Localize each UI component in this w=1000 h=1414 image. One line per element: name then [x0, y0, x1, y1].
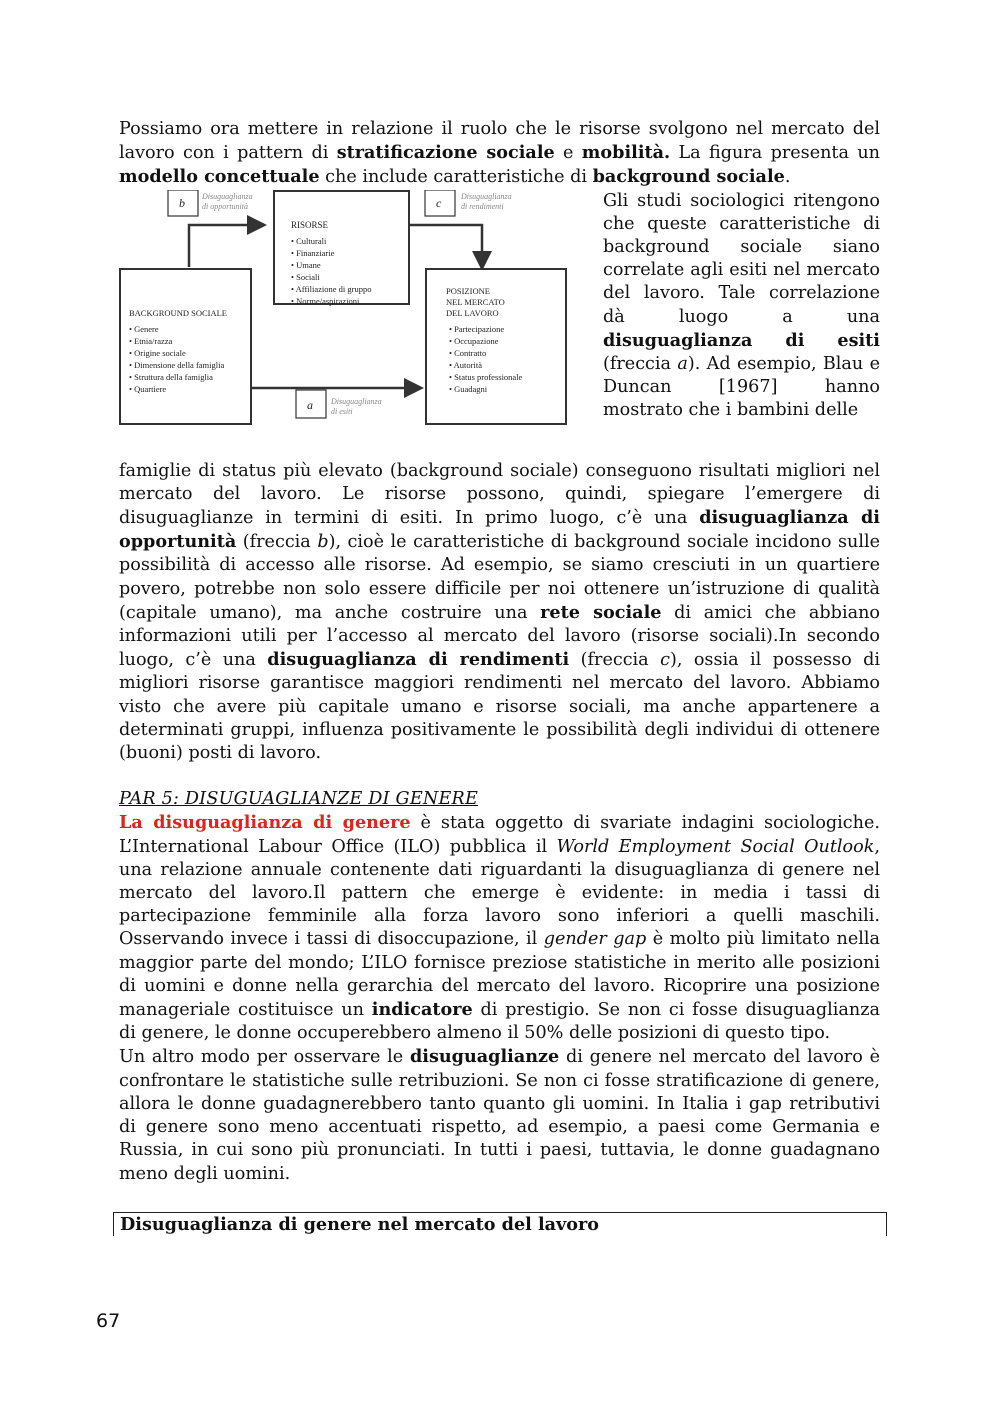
posizione-title: POSIZIONE — [446, 285, 490, 296]
risorse-item: • Culturali — [291, 235, 327, 246]
table-header: Disuguaglianza di genere nel mercato del lavoro — [113, 1212, 887, 1236]
posizione-item: • Guadagni — [449, 383, 488, 394]
arrow-c-caption: di rendimenti — [461, 201, 504, 211]
posizione-item: • Status professionale — [449, 371, 523, 382]
text: La figura presenta un — [670, 143, 880, 164]
italic-term: a — [677, 354, 688, 375]
text: e — [554, 143, 582, 164]
background-item: • Quartiere — [129, 383, 167, 394]
arrow-b-caption: Disuguaglianza — [202, 191, 253, 201]
text: . — [784, 167, 791, 188]
page-content — [119, 118, 880, 1186]
bold-term: disuguaglianza di esiti — [603, 329, 880, 351]
background-item: • Etnia/razza — [129, 335, 173, 346]
text: (freccia — [569, 650, 661, 671]
background-item: • Origine sociale — [129, 347, 186, 358]
bold-term: mobilità. — [581, 142, 671, 164]
text: , una relazione annuale contenente dati riguardanti la disuguaglianza di genere nel mercato del lavoro.Il pattern che emerge è evidente: in media i tassi di partecipazione femminile alla forza lavoro sono inferiori a quelli maschili. Osservando invece i tassi di disoccupazione, il — [119, 836, 880, 950]
posizione-item: • Contratto — [449, 347, 487, 358]
text: Gli studi sociologici ritengono che queste caratteristiche di background sociale siano correlate agli esiti nel mercato del lavoro. Tale correlazione dà luogo a una — [603, 190, 880, 327]
risorse-item: • Umane — [291, 259, 321, 270]
bold-term: disuguaglianza di opportunità — [119, 507, 880, 553]
posizione-title: DEL LAVORO — [446, 307, 499, 318]
body-paragraph — [119, 460, 880, 766]
bold-term: background sociale — [592, 166, 785, 188]
italic-term: c — [660, 650, 670, 671]
bold-term: stratificazione sociale — [336, 142, 555, 164]
arrow-a-label: a — [307, 397, 313, 412]
text: famiglie di status più elevato (background sociale) conseguono risultati migliori nel mercato del lavoro. Le risorse possono, quindi, spiegare l’emergere di disuguaglianze in termini di esiti. In primo luogo, c’è una — [119, 460, 880, 529]
risorse-item: • Sociali — [291, 271, 320, 282]
posizione-item: • Partecipazione — [449, 323, 505, 334]
text: (freccia — [236, 532, 318, 553]
italic-term: b — [317, 532, 329, 553]
text: ). Ad esempio, Blau e Duncan [1967] hanno mostrato che i bambini delle — [603, 354, 880, 421]
arrow-a-caption: Disuguaglianza — [331, 396, 382, 406]
posizione-item: • Autorità — [449, 359, 482, 370]
arrow-c-caption: Disuguaglianza — [461, 191, 512, 201]
intro-paragraph — [119, 118, 880, 190]
text: è molto più limitato nella maggior parte del mondo; L’ILO fornisce preziose statistiche in merito alle posizioni di uomini e donne nella gerarchia del mercato del lavoro. Ricoprire una posizione manageriale costituisce un — [119, 929, 881, 1021]
arrow-c-label: c — [436, 195, 442, 210]
risorse-item: • Norme/aspirazioni — [291, 295, 360, 306]
arrow-b-caption: di opportunità — [202, 201, 249, 211]
text: Un altro modo per osservare le — [119, 1047, 410, 1068]
risorse-title: RISORSE — [291, 219, 329, 230]
bold-term: disuguaglianza di rendimenti — [267, 649, 570, 671]
section-heading: PAR 5: DISUGUAGLIANZE DI GENERE — [119, 789, 478, 810]
risorse-item: • Affiliazione di gruppo — [291, 283, 372, 294]
bold-term: disuguaglianze — [409, 1046, 560, 1068]
figure-section — [119, 190, 880, 460]
arrow-a-caption: di esiti — [331, 406, 353, 416]
wages-paragraph — [119, 1045, 880, 1185]
bold-term: indicatore — [371, 999, 473, 1021]
posizione-item: • Occupazione — [449, 335, 499, 346]
background-title: BACKGROUND SOCIALE — [129, 307, 227, 318]
arrow-b-label: b — [179, 195, 185, 210]
background-item: • Genere — [129, 323, 159, 334]
text: di prestigio. Se non ci fosse disuguaglianza di genere, le donne occuperebbero almeno il 50% delle posizioni di questo tipo. — [119, 1000, 880, 1044]
page-number: 67 — [96, 1310, 121, 1332]
text: è stata oggetto di svariate indagini sociologiche. L’International Labour Office (ILO) pubblica il — [119, 813, 880, 857]
italic-term: World Employment Social Outlook — [556, 836, 875, 857]
highlighted-term: La disuguaglianza di genere — [119, 812, 411, 834]
side-paragraph — [603, 190, 880, 423]
side-text — [603, 190, 880, 423]
conceptual-model-figure — [119, 190, 569, 448]
posizione-title: NEL MERCATO — [446, 296, 505, 307]
bold-term: rete sociale — [540, 601, 662, 623]
text: (freccia — [603, 354, 678, 375]
bold-term: modello concettuale — [119, 166, 320, 188]
background-item: • Struttura della famiglia — [129, 371, 213, 382]
risorse-item: • Finanziarie — [291, 247, 335, 258]
text: di amici che abbiano informazioni utili per l’accesso al mercato del lavoro (risorse sociali).In secondo luogo, c’è una — [119, 602, 880, 671]
text: ), ossia il possesso di migliori risorse garantisce maggiori rendimenti nel mercato del lavoro. Abbiamo visto che avere più capitale umano e risorse sociali, ma anche appartenere a determinati gruppi, influenza positivamente le possibilità degli individui di ottenere (buoni) posti di lavoro. — [119, 650, 880, 764]
text: di genere nel mercato del lavoro è confrontare le statistiche sulle retribuzioni. Se non ci fosse stratificazione di genere, allora le donne guadagnerebbero tanto quanto gli uomini. In Italia i gap retributivi di genere sono meno accentuati rispetto, ad esempio, a paesi come Germania e Russia, in cui sono più pronunciati. In tutti i paesi, tuttavia, le donne guadagnano meno degli uomini. — [119, 1047, 880, 1184]
italic-term: gender gap — [543, 929, 647, 950]
gender-paragraph — [119, 811, 880, 1045]
background-item: • Dimensione della famiglia — [129, 359, 225, 370]
text: ), cioè le caratteristiche di background sociale incidono sulle possibilità di accesso alle risorse. Ad esempio, se siamo cresciuti in un quartiere povero, potrebbe non solo essere difficile per noi ottenere un’istruzione di qualità (capitale umano), ma anche costruire una — [119, 532, 880, 623]
text: che include caratteristiche di — [319, 167, 593, 188]
text: Possiamo ora mettere in relazione il ruolo che le risorse svolgono nel mercato del lavoro con i pattern di — [119, 119, 880, 164]
background-box — [120, 269, 251, 424]
